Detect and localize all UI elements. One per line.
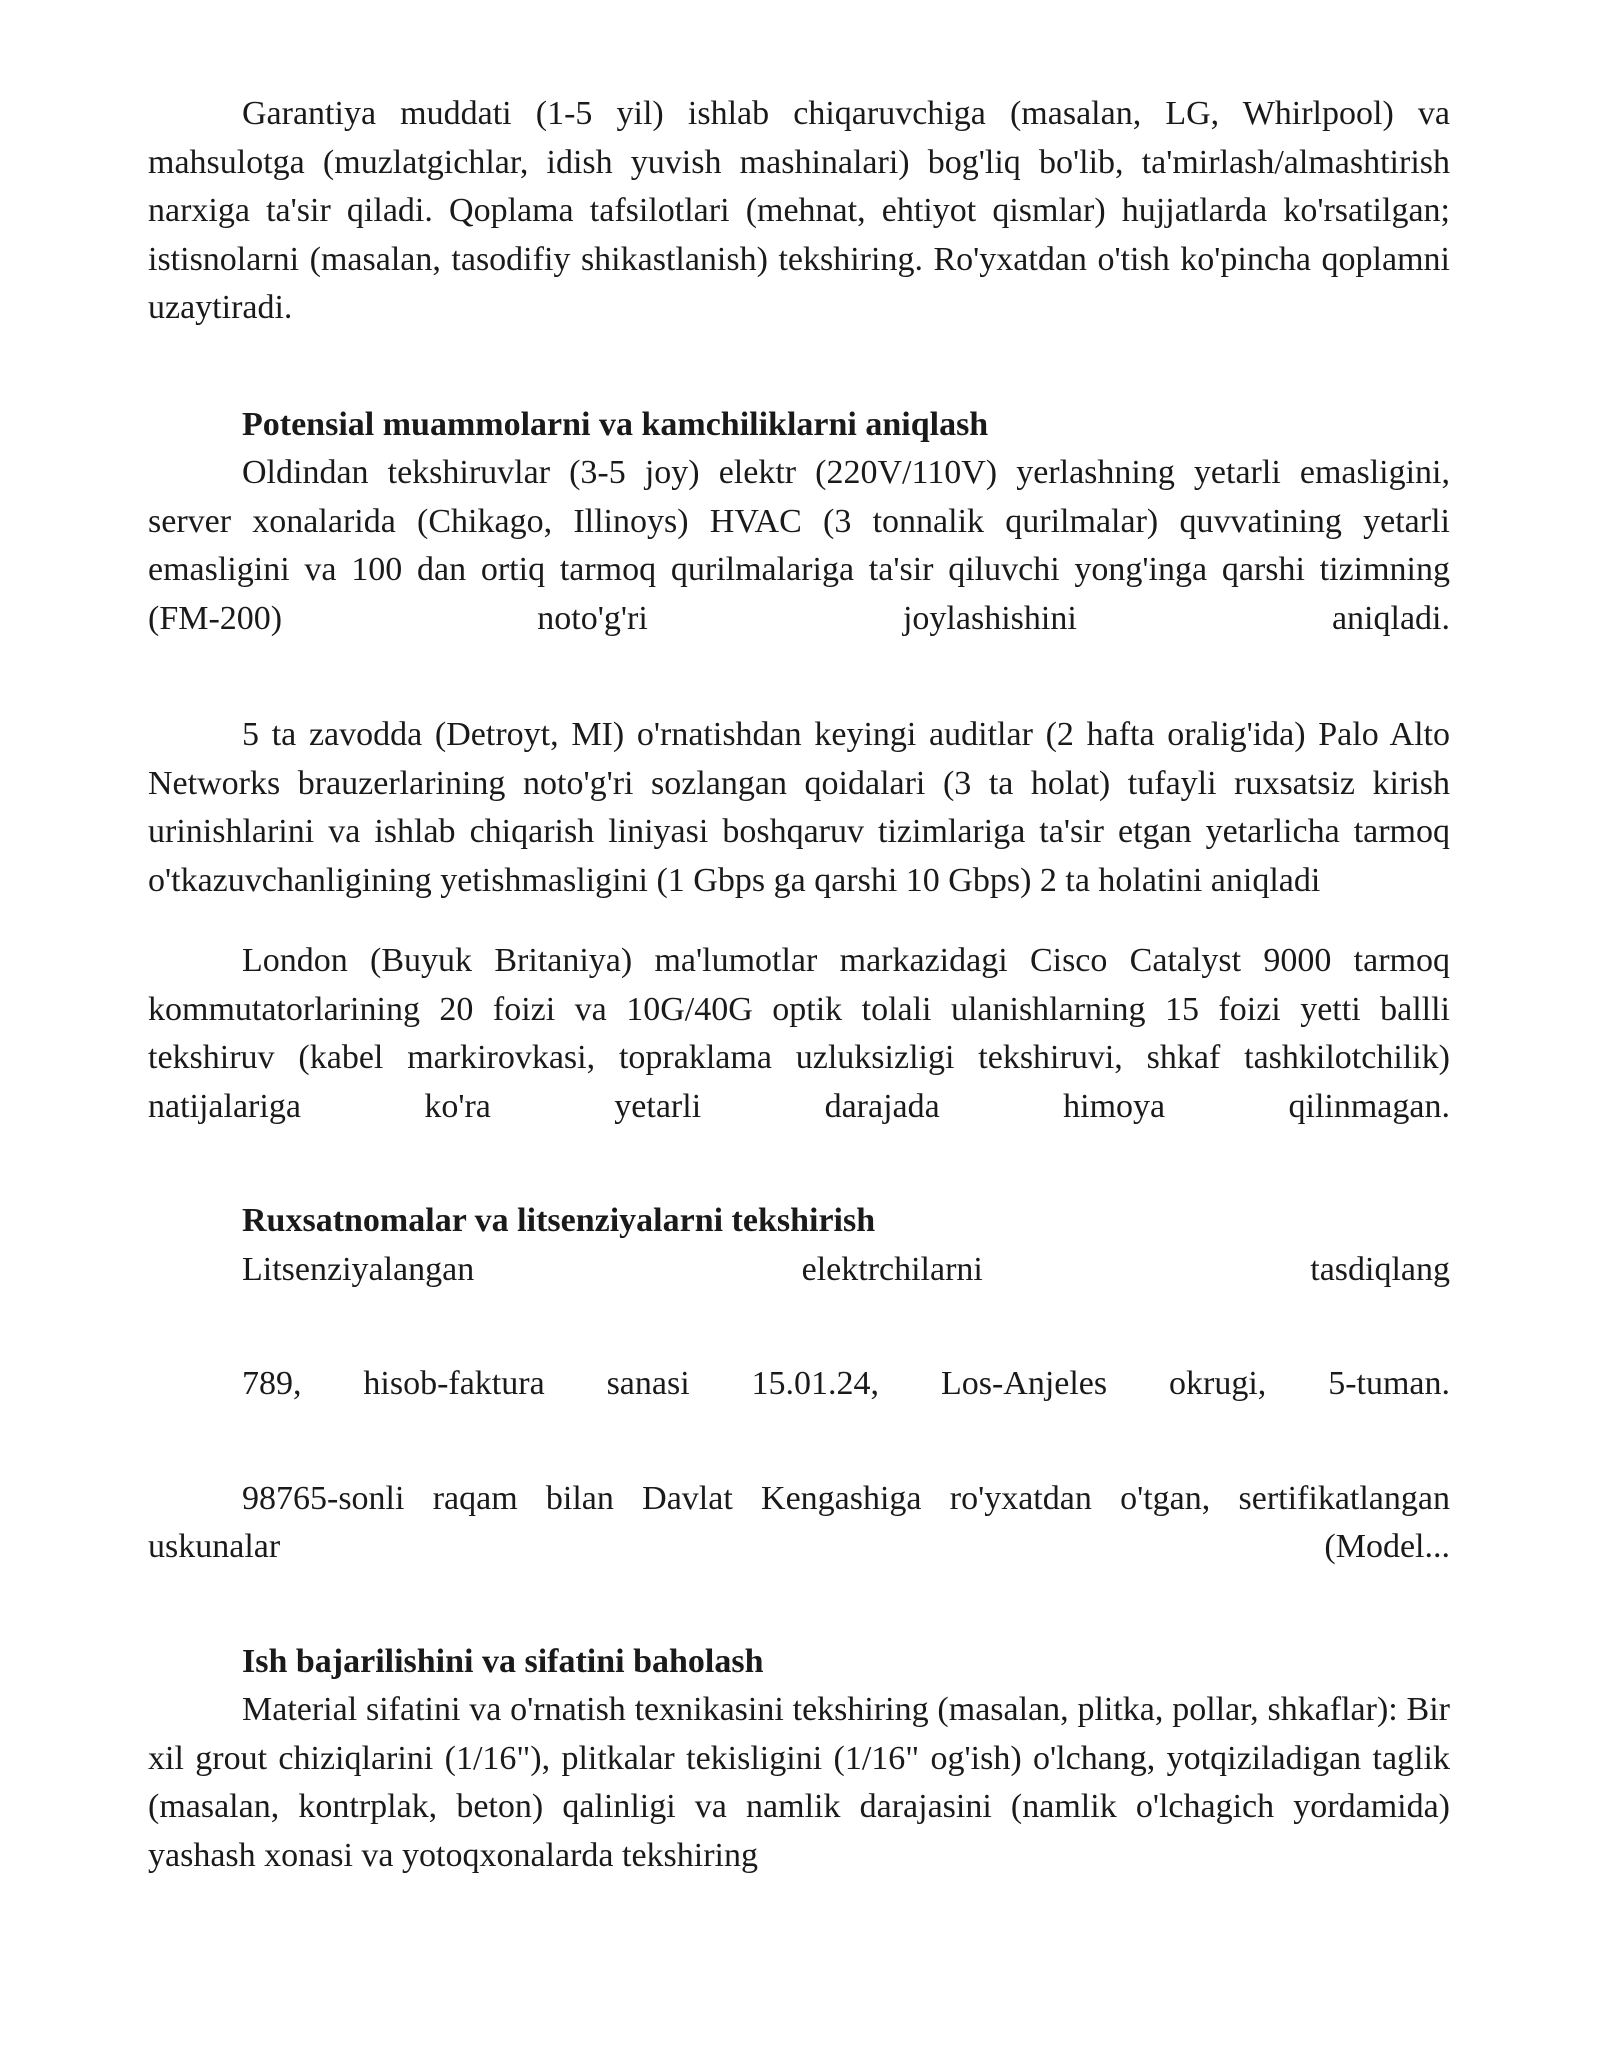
heading-potential-issues: Potensial muammolarni va kamchiliklarni aniqlash — [242, 405, 989, 443]
paragraph-warranty: Garantiya muddati (1-5 yil) ishlab chiqaruvchiga (masalan, LG, Whirlpool) va mahsulotga (muzlatgichlar, idish yuvish mashinalari) bog'liq bo'lib, ta'mirlash/almashtirish narxiga ta'sir qiladi. Qoplama tafsilotlari (mehnat, ehtiyot qismlar) hujjatlarda ko'rsatilgan; istisnolarni (masalan, tasodifiy shikastlanish) tekshiring. Ro'yxatdan o'tish ko'pincha qoplamni uzaytiradi. — [148, 95, 1450, 326]
paragraph-invoice: 789, hisob-faktura sanasi 15.01.24, Los-Anjeles okrugi, 5-tuman. — [242, 1365, 1450, 1402]
heading-permits: Ruxsatnomalar va litsenziyalarni tekshirish — [242, 1202, 876, 1239]
paragraph-audits: 5 ta zavodda (Detroyt, MI) o'rnatishdan keyingi auditlar (2 hafta oralig'ida) Palo Alto Networks brauzerlarining noto'g'ri sozlangan qoidalari (3 ta holat) tufayli ruxsatsiz kirish urinishlarini va ishlab chiqarish liniyasi boshqaruv tizimlariga ta'sir etgan yetarlicha tarmoq o'tkazuvchanligining yetishmasligini (1 Gbps ga qarshi 10 Gbps) 2 ta holatini aniqladi — [148, 716, 1450, 899]
paragraph-certified-equipment: 98765-sonli raqam bilan Davlat Kengashiga ro'yxatdan o'tgan, sertifikatlangan uskunalar (Model... — [148, 1479, 1450, 1565]
document-page — [148, 90, 1450, 1880]
paragraph-pre-checks: Oldindan tekshiruvlar (3-5 joy) elektr (220V/110V) yerlashning yetarli emasligini, server xonalarida (Chikago, Illinoys) HVAC (3 tonnalik qurilmalar) quvvatining yetarli emasligini va 100 dan ortiq tarmoq qurilmalariga ta'sir qiluvchi yong'inga qarshi tizimning (FM-200) noto'g'ri joylashishini aniqladi. — [148, 454, 1450, 637]
paragraph-material-quality: Material sifatini va o'rnatish texnikasini tekshiring (masalan, plitka, pollar, shkaflar): Bir xil grout chiziqlarini (1/16"), plitkalar tekisligini (1/16" og'ish) o'lchang, yotqiziladigan taglik (masalan, kontrplak, beton) qalinligi va namlik darajasini (namlik o'lchagich yordamida) yashash xonasi va yotoqxonalarda tekshiring — [148, 1691, 1450, 1874]
paragraph-london: London (Buyuk Britaniya) ma'lumotlar markazidagi Cisco Catalyst 9000 tarmoq kommutatorlarining 20 foizi va 10G/40G optik tolali ulanishlarning 15 foizi yetti ballli tekshiruv (kabel markirovkasi, topraklama uzluksizligi tekshiruvi, shkaf tashkilotchilik) natijalariga ko'ra yetarli darajada himoya qilinmagan. — [148, 942, 1450, 1125]
paragraph-electricians: Litsenziyalangan elektrchilarni tasdiqlang — [242, 1250, 1450, 1288]
heading-quality: Ish bajarilishini va sifatini baholash — [242, 1642, 764, 1680]
